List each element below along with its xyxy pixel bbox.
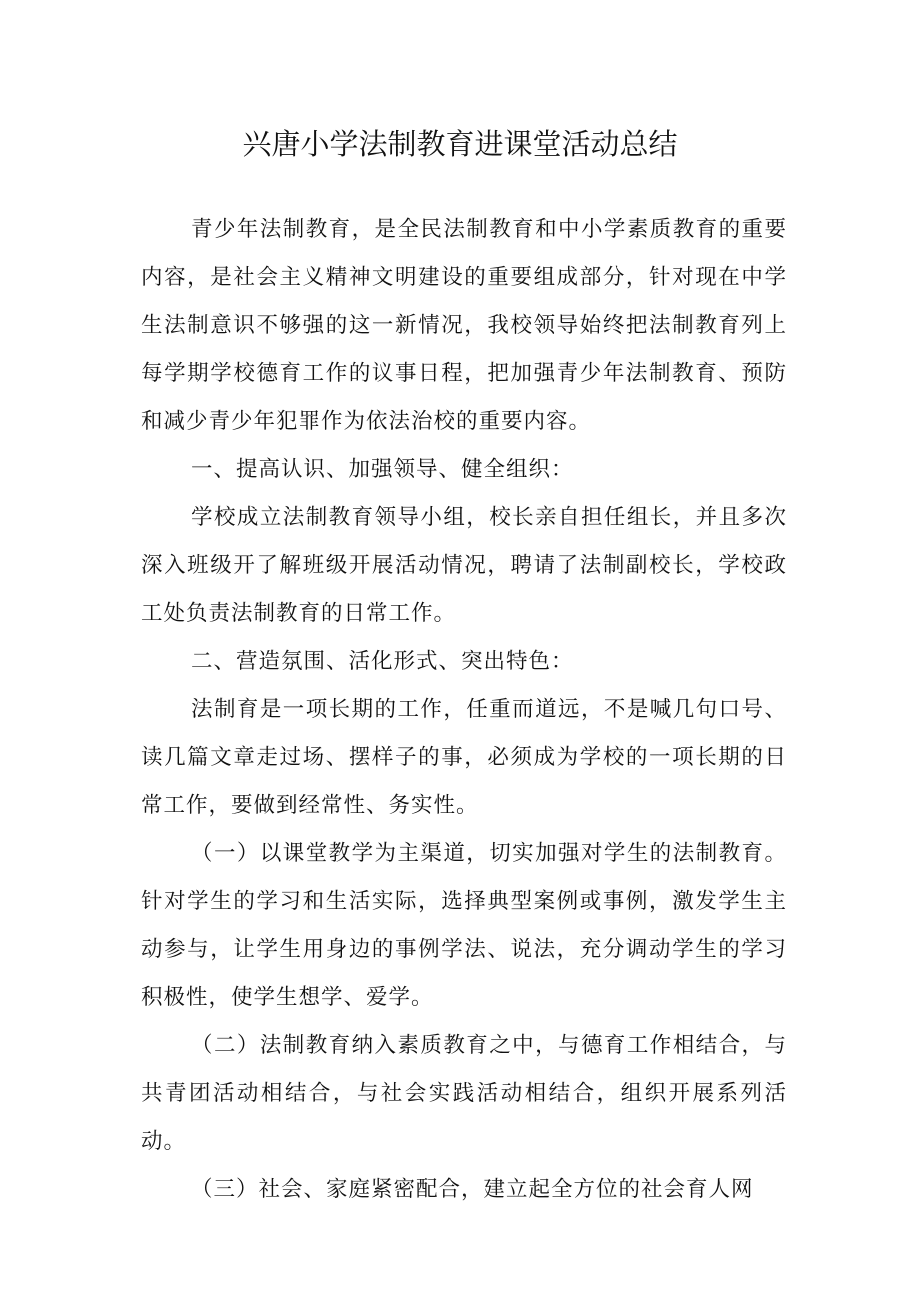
- section-heading-1: 一、提高认识、加强领导、健全组织：: [191, 457, 574, 482]
- paragraph-item-3: （三）社会、家庭紧密配合，建立起全方位的社会育人网: [191, 1177, 754, 1202]
- document-body: [141, 206, 787, 1214]
- paragraph-item-1: （一）以课堂教学为主渠道，切实加强对学生的法制教育。针对学生的学习和生活实际，选择典型案例或事例，激发学生主动参与，让学生用身边的事例学法、说法，充分调动学生的学习积极性，使学生想学、爱学。: [141, 841, 787, 1010]
- section-heading-2: 二、营造氛围、活化形式、突出特色：: [191, 649, 574, 674]
- document-title: 兴唐小学法制教育进课堂活动总结: [242, 127, 678, 161]
- paragraph-intro: 青少年法制教育，是全民法制教育和中小学素质教育的重要内容，是社会主义精神文明建设的重要组成部分，针对现在中学生法制意识不够强的这一新情况，我校领导始终把法制教育列上每学期学校德育工作的议事日程，把加强青少年法制教育、预防和减少青少年犯罪作为依法治校的重要内容。: [141, 217, 787, 434]
- paragraph-item-2: （二）法制教育纳入素质教育之中，与德育工作相结合，与共青团活动相结合，与社会实践活动相结合，组织开展系列活动。: [141, 1033, 787, 1154]
- paragraph-long-term-work: 法制育是一项长期的工作，任重而道远，不是喊几句口号、读几篇文章走过场、摆样子的事，必须成为学校的一项长期的日常工作，要做到经常性、务实性。: [141, 697, 787, 818]
- paragraph-organization: 学校成立法制教育领导小组，校长亲自担任组长，并且多次深入班级开了解班级开展活动情况，聘请了法制副校长，学校政工处负责法制教育的日常工作。: [141, 505, 787, 626]
